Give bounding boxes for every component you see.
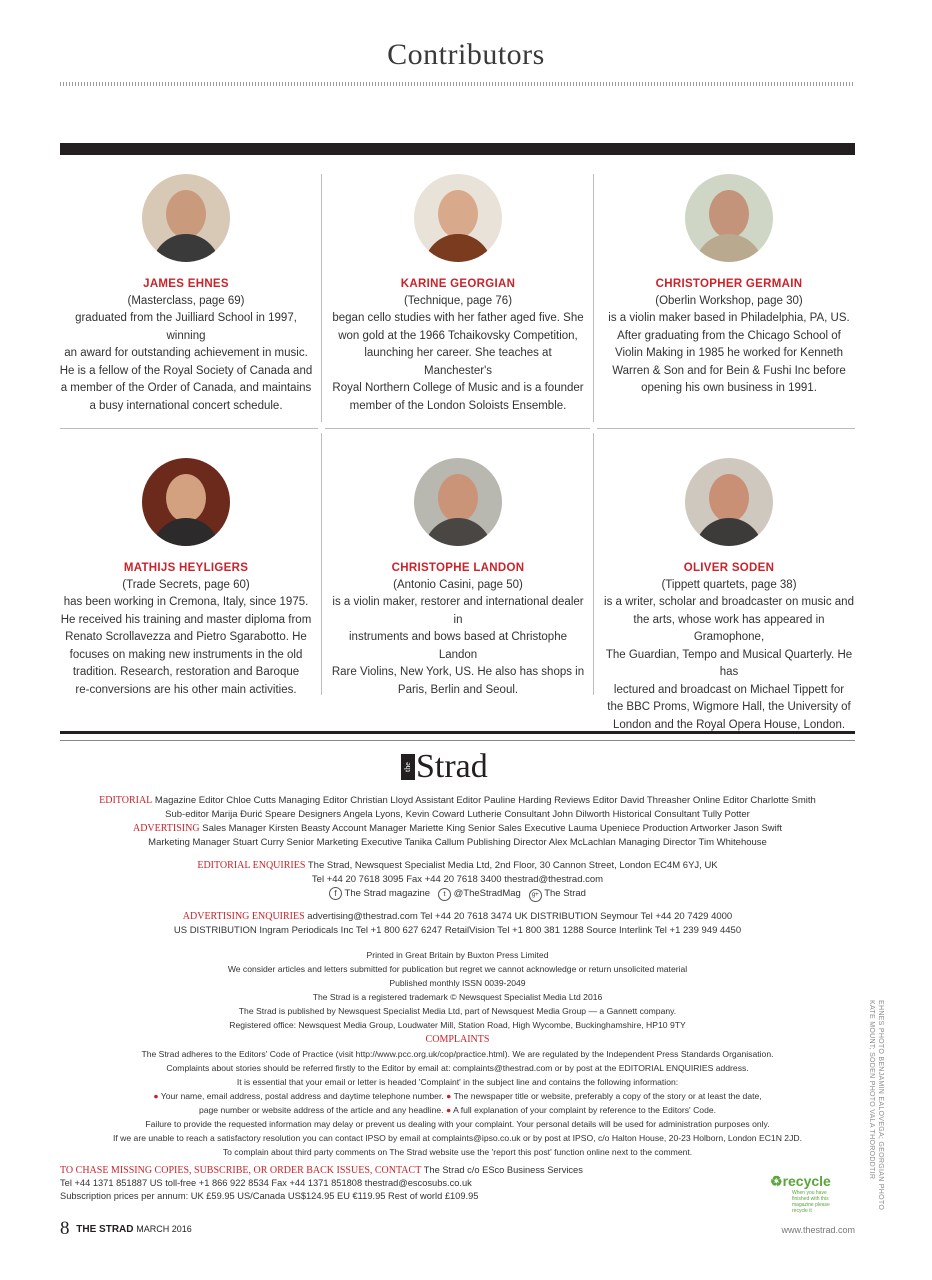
column-divider — [593, 174, 594, 422]
complaints-line: To complain about third party comments on The Strad website use the 'report this post' function online next to the comment. — [222, 1147, 693, 1157]
complaints-label: COMPLAINTS — [425, 1034, 490, 1045]
google-plus-icon[interactable]: g+ — [529, 889, 542, 902]
advertising-enquiries-label: ADVERTISING ENQUIRIES — [182, 911, 305, 922]
contributor-name: CHRISTOPHE LANDON — [391, 562, 525, 574]
avatar — [685, 458, 773, 546]
logo-the: the — [401, 754, 415, 780]
social-links — [60, 887, 855, 902]
advertising-line: Marketing Manager Stuart Curry Senior Marketing Executive Tanika Callum Publishing Director Alex McLachlan Managing Director Tim Whitehouse — [148, 837, 767, 848]
enquiries-address: The Strad, Newsquest Specialist Media Ltd, 2nd Floor, 30 Cannon Street, London EC4M 6YJ, UK — [305, 860, 718, 871]
editorial-enquiries — [60, 859, 855, 902]
avatar — [685, 174, 773, 262]
contributor-card — [57, 458, 315, 699]
bullet-icon: ● — [153, 1091, 159, 1101]
google-plus-link[interactable]: The Strad — [544, 888, 586, 899]
avatar — [142, 458, 230, 546]
contributor-bio: has been working in Cremona, Italy, since 1975. He received his training and master diploma from Renato Scrollavezza and Pietro Sgarabotto. He focuses on making new instruments in the old tradition. Research, restoration and Baroque re-conversions are his other main activities. — [60, 596, 312, 696]
column-divider — [321, 174, 322, 422]
avatar — [414, 174, 502, 262]
contributor-bio: is a writer, scholar and broadcaster on music and the arts, whose work has appeared in Gramophone, The Guardian, Tempo and Musical Quarterly. He has lectured and broadcast on Michael Tippett for the BBC Proms, Wigmore Hall, the University of London and the Royal Opera House, London. — [604, 596, 854, 731]
complaints-section — [60, 1033, 855, 1159]
contributor-ref: (Technique, page 76) — [403, 295, 513, 307]
contributor-name: CHRISTOPHER GERMAIN — [655, 278, 803, 290]
bullet-icon: ● — [446, 1091, 452, 1101]
masthead-rule — [60, 731, 855, 734]
contributor-name: MATHIJS HEYLIGERS — [123, 562, 249, 574]
contributor-ref: (Oberlin Workshop, page 30) — [655, 295, 803, 307]
complaints-line: A full explanation of your complaint by reference to the Editors' Code. — [453, 1105, 717, 1115]
footer — [60, 1218, 192, 1240]
contributor-ref: (Antonio Casini, page 50) — [393, 579, 523, 591]
dotted-rule — [60, 82, 855, 86]
contributor-bio: graduated from the Juilliard School in 1997, winning an award for outstanding achievement in music. He is a fellow of the Royal Society of Canada and a member of the Order of Canada, and maintains a busy international concert schedule. — [59, 312, 313, 412]
column-divider — [593, 433, 594, 695]
publishing-line: We consider articles and letters submitted for publication but regret we cannot acknowledge or return unsolicited material — [227, 964, 688, 974]
contributor-card — [329, 458, 587, 699]
advertising-contact: advertising@thestrad.com Tel +44 20 7618 3474 UK DISTRIBUTION Seymour Tel +44 20 7429 4000 — [304, 911, 733, 922]
contributor-ref: (Tippett quartets, page 38) — [661, 579, 797, 591]
contributor-card — [329, 174, 587, 415]
editorial-line: Magazine Editor Chloe Cutts Managing Editor Christian Lloyd Assistant Editor Pauline Harding Reviews Editor David Threasher Online Editor Charlotte Smith — [152, 795, 816, 806]
row-divider — [60, 428, 318, 429]
footer-issue: MARCH 2016 — [136, 1224, 192, 1234]
publishing-line: Printed in Great Britain by Buxton Press Limited — [366, 950, 549, 960]
contributor-card — [600, 458, 858, 734]
complaints-line: page number or website address of the article and any headline. — [198, 1105, 444, 1115]
facebook-link[interactable]: The Strad magazine — [344, 888, 431, 899]
subscriptions-phone: Tel +44 1371 851887 US toll-free +1 866 922 8534 Fax +44 1371 851808 thestrad@escosubs.co.uk — [60, 1178, 472, 1188]
subscription-prices: Subscription prices per annum: UK £59.95 US/Canada US$124.95 EU €119.95 Rest of world £109.95 — [60, 1191, 479, 1201]
publishing-info — [60, 948, 855, 1032]
staff-credits — [60, 794, 855, 850]
complaints-line: The newspaper title or website, preferably a copy of the story or at least the date, — [453, 1091, 762, 1101]
publishing-line: The Strad is a registered trademark © Newsquest Specialist Media Ltd 2016 — [312, 992, 603, 1002]
logo-word: Strad — [416, 748, 488, 785]
complaints-line: Complaints about stories should be referred firstly to the Editor by email at: complaints@thestrad.com or by post at the EDITORIAL ENQUIRIES address. — [166, 1063, 749, 1073]
publishing-line: Published monthly ISSN 0039-2049 — [389, 978, 526, 988]
advertising-enquiries — [60, 910, 855, 938]
advertising-line: Sales Manager Kirsten Beasty Account Manager Mariette King Senior Sales Executive Lauma Upeniece Production Artworker Jason Swift — [199, 823, 783, 834]
footer-website[interactable]: www.thestrad.com — [781, 1225, 855, 1235]
contributor-bio: is a violin maker, restorer and international dealer in instruments and bows based at Christophe Landon Rare Violins, New York, US. He also has shops in Paris, Berlin and Seoul. — [331, 596, 585, 696]
contributor-name: JAMES EHNES — [143, 278, 229, 290]
editorial-enquiries-label: EDITORIAL ENQUIRIES — [197, 860, 306, 871]
facebook-icon[interactable]: f — [329, 887, 342, 900]
subscriptions-contact: The Strad c/o ESco Business Services — [421, 1165, 583, 1175]
advertising-label: ADVERTISING — [132, 823, 200, 834]
contributor-bio: is a violin maker based in Philadelphia, PA, US. After graduating from the Chicago School of Violin Making in 1985 he worked for Kenneth Warren & Son and for Bein & Fushi Inc before opening his own business in 1991. — [608, 312, 850, 394]
contributor-bio: began cello studies with her father aged five. She won gold at the 1966 Tchaikovsky Competition, launching her career. She teaches at Manchester's Royal Northern College of Music and is a founder member of the London Soloists Ensemble. — [332, 312, 584, 412]
recycle-badge — [770, 1173, 842, 1214]
footer-magazine: THE STRAD — [76, 1224, 134, 1235]
enquiries-contact: Tel +44 20 7618 3095 Fax +44 20 7618 3400 thestrad@thestrad.com — [311, 874, 604, 885]
recycle-label: recycle — [782, 1173, 831, 1189]
twitter-icon[interactable]: t — [438, 888, 451, 901]
recycle-icon: ♻ — [770, 1173, 783, 1189]
complaints-line: The Strad adheres to the Editors' Code of Practice (visit http://www.pcc.org.uk/cop/practice.html). We are regulated by the Independent Press Standards Organisation. — [141, 1049, 774, 1059]
row-divider — [597, 428, 855, 429]
complaints-line: Your name, email address, postal address and daytime telephone number. — [160, 1091, 444, 1101]
editorial-label: EDITORIAL — [99, 795, 153, 806]
publishing-line: Registered office: Newsquest Media Group, Loudwater Mill, Station Road, High Wycombe, Buckinghamshire, HP10 9TY — [229, 1020, 686, 1030]
recycle-note: When you have finished with this magazine please recycle it — [792, 1190, 830, 1214]
page-number: 8 — [60, 1218, 70, 1239]
column-divider — [321, 433, 322, 695]
masthead-rule — [60, 740, 855, 741]
page-title: Contributors — [387, 38, 545, 71]
complaints-line: It is essential that your email or letter is headed 'Complaint' in the subject line and contains the following information: — [236, 1077, 679, 1087]
bullet-icon: ● — [445, 1105, 452, 1115]
contributor-name: KARINE GEORGIAN — [400, 278, 516, 290]
photo-credits: EHNES PHOTO BENJAMIN EALOVEGA; GEORGIAN PHOTO KATE MOUNT; SODEN PHOTO VALA THORODDTIR — [868, 1000, 884, 1211]
row-divider — [325, 428, 590, 429]
header-bar — [60, 143, 855, 155]
complaints-line: Failure to provide the requested information may delay or prevent us dealing with your complaint. Your personal details will be used for administration purposes only. — [145, 1119, 770, 1129]
avatar — [414, 458, 502, 546]
contributor-name: OLIVER SODEN — [683, 562, 775, 574]
complaints-line: If we are unable to reach a satisfactory resolution you can contact IPSO by email at complaints@ipso.co.uk or by post at IPSO, c/o Halton House, 20-23 Holborn, London EC1N 2JD. — [113, 1133, 802, 1143]
twitter-link[interactable]: @TheStradMag — [453, 888, 521, 899]
distribution-line: US DISTRIBUTION Ingram Periodicals Inc Tel +1 800 627 6247 RetailVision Tel +1 800 381 1288 Source Interlink Tel +1 239 949 4450 — [173, 925, 742, 936]
contributor-ref: (Trade Secrets, page 60) — [122, 579, 250, 591]
editorial-line: Sub-editor Marija Đurić Speare Designers Angela Lyons, Kevin Coward Lutherie Consultant John Dilworth Historical Consultant Tully Potter — [165, 809, 750, 820]
contributor-card — [57, 174, 315, 415]
avatar — [142, 174, 230, 262]
contributor-card — [600, 174, 858, 398]
subscriptions — [60, 1164, 583, 1203]
publishing-line: The Strad is published by Newsquest Specialist Media Ltd, part of Newsquest Media Group — a Gannett company. — [238, 1006, 677, 1016]
subscriptions-label: TO CHASE MISSING COPIES, SUBSCRIBE, OR ORDER BACK ISSUES, CONTACT — [60, 1165, 422, 1176]
contributor-ref: (Masterclass, page 69) — [127, 295, 245, 307]
